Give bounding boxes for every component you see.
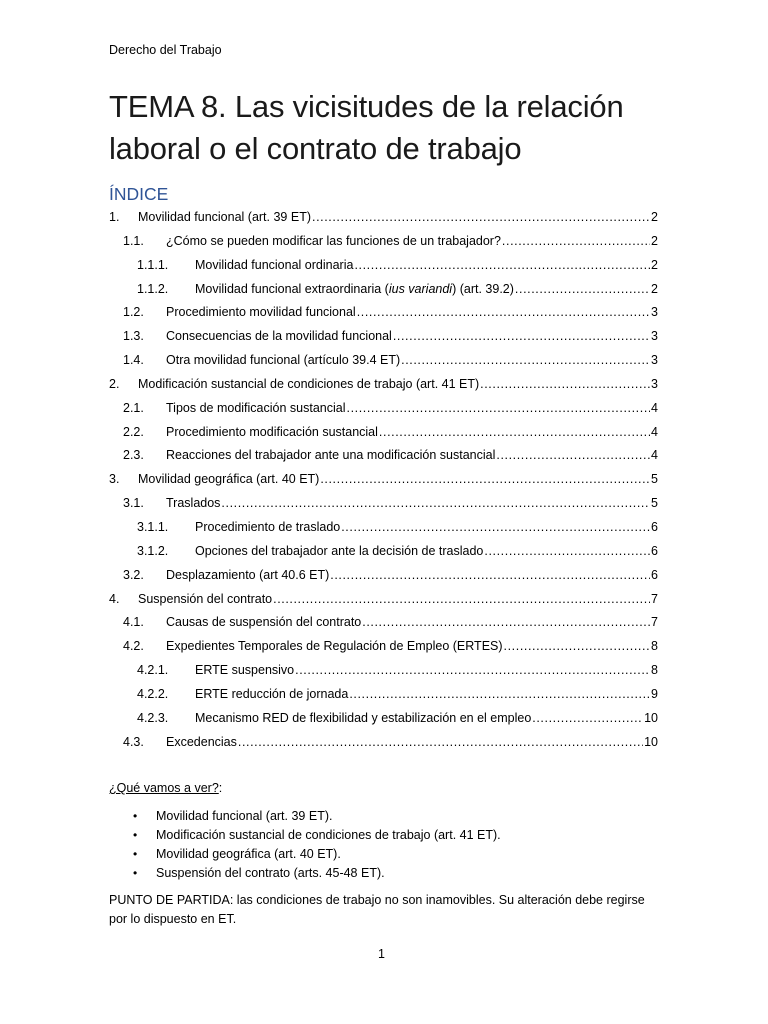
toc-entry[interactable] bbox=[109, 206, 658, 230]
toc-entry-page: 10 bbox=[644, 734, 658, 749]
overview-list bbox=[109, 807, 501, 883]
toc-entry-title: Traslados bbox=[166, 496, 221, 511]
toc-entry[interactable] bbox=[109, 254, 658, 278]
toc-entry-page: 6 bbox=[651, 519, 658, 534]
toc-dot-leader bbox=[295, 659, 650, 683]
bullet-icon: • bbox=[133, 847, 138, 861]
toc-entry-title: ¿Cómo se pueden modificar las funciones de un trabajador? bbox=[166, 233, 501, 248]
toc-entry-title bbox=[195, 278, 514, 302]
page-title bbox=[109, 86, 669, 170]
table-of-contents bbox=[109, 206, 658, 754]
toc-dot-leader bbox=[330, 564, 650, 588]
toc-dot-leader bbox=[273, 588, 650, 612]
toc-entry[interactable] bbox=[109, 540, 658, 564]
toc-entry-page: 6 bbox=[651, 567, 658, 582]
toc-entry-title: Causas de suspensión del contrato bbox=[166, 615, 362, 630]
toc-entry-page: 6 bbox=[651, 543, 658, 558]
toc-dot-leader bbox=[515, 278, 650, 302]
toc-entry-number: 3.1. bbox=[123, 496, 144, 511]
toc-entry[interactable] bbox=[109, 301, 658, 325]
toc-heading: ÍNDICE bbox=[109, 184, 169, 204]
toc-entry[interactable] bbox=[109, 349, 658, 373]
toc-entry[interactable] bbox=[109, 611, 658, 635]
toc-entry[interactable] bbox=[109, 731, 658, 755]
toc-entry-page: 9 bbox=[651, 686, 658, 701]
toc-entry[interactable] bbox=[109, 278, 658, 302]
toc-entry[interactable] bbox=[109, 373, 658, 397]
overview-label-text: ¿Qué vamos a ver? bbox=[109, 781, 219, 795]
toc-entry[interactable] bbox=[109, 516, 658, 540]
toc-entry-number: 3.2. bbox=[123, 567, 144, 582]
toc-dot-leader bbox=[221, 492, 650, 516]
toc-dot-leader bbox=[401, 349, 650, 373]
toc-entry-number: 1. bbox=[109, 210, 120, 224]
toc-entry-title: ERTE reducción de jornada bbox=[195, 686, 349, 701]
bullet-icon: • bbox=[133, 828, 138, 842]
toc-dot-leader bbox=[379, 421, 650, 445]
toc-entry-page: 4 bbox=[651, 448, 658, 463]
overview-label-suffix: : bbox=[218, 781, 223, 795]
toc-dot-leader bbox=[320, 468, 650, 492]
toc-entry-page: 7 bbox=[651, 591, 658, 606]
toc-entry-number: 1.1.2. bbox=[137, 281, 169, 296]
toc-entry-page: 4 bbox=[651, 400, 658, 415]
list-item-text: Modificación sustancial de condiciones de trabajo (art. 41 ET). bbox=[156, 828, 501, 842]
toc-entry[interactable] bbox=[109, 683, 658, 707]
list-item-text: Movilidad funcional (art. 39 ET). bbox=[156, 809, 333, 823]
toc-entry-page: 4 bbox=[651, 424, 658, 439]
toc-entry-number: 1.2. bbox=[123, 305, 144, 320]
toc-dot-leader bbox=[349, 683, 650, 707]
toc-entry-title: Movilidad geográfica (art. 40 ET) bbox=[138, 472, 320, 487]
toc-entry[interactable] bbox=[109, 230, 658, 254]
toc-entry-page: 5 bbox=[651, 472, 658, 487]
toc-entry-number: 1.4. bbox=[123, 353, 144, 368]
toc-entry-page: 8 bbox=[651, 639, 658, 654]
toc-entry-title: Procedimiento modificación sustancial bbox=[166, 424, 378, 439]
list-item bbox=[109, 864, 501, 883]
toc-entry-title-part: Movilidad funcional extraordinaria ( bbox=[195, 281, 389, 296]
toc-dot-leader bbox=[496, 444, 650, 468]
toc-dot-leader bbox=[238, 731, 643, 755]
toc-entry-page: 3 bbox=[651, 376, 658, 391]
toc-dot-leader bbox=[504, 635, 651, 659]
toc-entry-number: 4.3. bbox=[123, 734, 144, 749]
toc-entry-page: 2 bbox=[651, 233, 658, 248]
toc-dot-leader bbox=[354, 254, 650, 278]
toc-entry-title: Desplazamiento (art 40.6 ET) bbox=[166, 567, 330, 582]
toc-entry-title: Procedimiento movilidad funcional bbox=[166, 305, 356, 320]
toc-entry-page: 2 bbox=[651, 210, 658, 224]
toc-entry[interactable] bbox=[109, 635, 658, 659]
toc-entry-number: 4.2. bbox=[123, 639, 144, 654]
toc-entry-number: 4.2.2. bbox=[137, 686, 169, 701]
toc-entry-title: Suspensión del contrato bbox=[138, 591, 273, 606]
toc-dot-leader bbox=[347, 397, 651, 421]
toc-entry[interactable] bbox=[109, 564, 658, 588]
toc-entry-title: Expedientes Temporales de Regulación de Empleo (ERTES) bbox=[166, 639, 503, 654]
list-item bbox=[109, 807, 501, 826]
toc-dot-leader bbox=[480, 373, 650, 397]
toc-entry-number: 3.1.2. bbox=[137, 543, 169, 558]
toc-entry-title: Movilidad funcional (art. 39 ET) bbox=[138, 210, 311, 224]
toc-entry[interactable] bbox=[109, 444, 658, 468]
toc-entry[interactable] bbox=[109, 492, 658, 516]
toc-entry-page: 10 bbox=[644, 710, 658, 725]
toc-entry-number: 3.1.1. bbox=[137, 519, 169, 534]
overview-label bbox=[109, 781, 222, 795]
toc-entry-title: ERTE suspensivo bbox=[195, 663, 295, 678]
toc-entry-number: 3. bbox=[109, 472, 120, 487]
toc-entry-title: Procedimiento de traslado bbox=[195, 519, 341, 534]
toc-entry-number: 1.1.1. bbox=[137, 257, 169, 272]
list-item bbox=[109, 826, 501, 845]
toc-entry[interactable] bbox=[109, 325, 658, 349]
toc-entry-page: 3 bbox=[651, 305, 658, 320]
toc-entry-title: Modificación sustancial de condiciones de trabajo (art. 41 ET) bbox=[138, 376, 480, 391]
toc-entry-number: 2.2. bbox=[123, 424, 144, 439]
running-header: Derecho del Trabajo bbox=[109, 43, 222, 57]
toc-entry-page: 3 bbox=[651, 353, 658, 368]
toc-dot-leader bbox=[341, 516, 650, 540]
toc-entry-number: 1.3. bbox=[123, 329, 144, 344]
toc-entry-title: Mecanismo RED de flexibilidad y estabilización en el empleo bbox=[195, 710, 532, 725]
bullet-icon: • bbox=[133, 866, 138, 880]
toc-entry[interactable] bbox=[109, 707, 658, 731]
page-number: 1 bbox=[378, 947, 385, 961]
toc-entry-title: Tipos de modificación sustancial bbox=[166, 400, 346, 415]
toc-dot-leader bbox=[532, 707, 643, 731]
toc-entry-title: Excedencias bbox=[166, 734, 237, 749]
toc-entry[interactable] bbox=[109, 588, 658, 612]
starting-point-paragraph: PUNTO DE PARTIDA: las condiciones de trabajo no son inamovibles. Su alteración debe regirse por lo dispuesto en ET. bbox=[109, 893, 645, 926]
toc-entry-title: Otra movilidad funcional (artículo 39.4 ET) bbox=[166, 353, 401, 368]
toc-entry-title: Opciones del trabajador ante la decisión de traslado bbox=[195, 543, 484, 558]
list-item-text: Suspensión del contrato (arts. 45-48 ET). bbox=[156, 866, 385, 880]
toc-entry-title-italic: ius variandi bbox=[388, 281, 453, 296]
toc-dot-leader bbox=[484, 540, 650, 564]
list-item-text: Movilidad geográfica (art. 40 ET). bbox=[156, 847, 341, 861]
toc-entry-page: 2 bbox=[651, 281, 658, 296]
toc-entry[interactable] bbox=[109, 421, 658, 445]
toc-entry-number: 2. bbox=[109, 376, 120, 391]
toc-entry-number: 1.1. bbox=[123, 233, 144, 248]
toc-dot-leader bbox=[362, 611, 650, 635]
toc-entry-page: 8 bbox=[651, 663, 658, 678]
toc-dot-leader bbox=[312, 206, 650, 230]
toc-entry-page: 7 bbox=[651, 615, 658, 630]
toc-dot-leader bbox=[393, 325, 650, 349]
toc-entry-number: 2.3. bbox=[123, 448, 144, 463]
toc-dot-leader bbox=[357, 301, 650, 325]
toc-entry[interactable] bbox=[109, 468, 658, 492]
toc-entry-number: 4.1. bbox=[123, 615, 144, 630]
toc-entry-number: 4.2.1. bbox=[137, 663, 169, 678]
title-line-2: laboral o el contrato de trabajo bbox=[109, 131, 522, 166]
toc-entry[interactable] bbox=[109, 397, 658, 421]
toc-entry-number: 4. bbox=[109, 591, 120, 606]
toc-entry[interactable] bbox=[109, 659, 658, 683]
toc-entry-number: 2.1. bbox=[123, 400, 144, 415]
toc-entry-page: 3 bbox=[651, 329, 658, 344]
toc-entry-title: Movilidad funcional ordinaria bbox=[195, 257, 354, 272]
bullet-icon: • bbox=[133, 809, 138, 823]
toc-entry-title-part: ) (art. 39.2) bbox=[452, 281, 514, 296]
toc-dot-leader bbox=[502, 230, 650, 254]
toc-entry-page: 2 bbox=[651, 257, 658, 272]
toc-entry-title: Reacciones del trabajador ante una modificación sustancial bbox=[166, 448, 496, 463]
toc-entry-title: Consecuencias de la movilidad funcional bbox=[166, 329, 392, 344]
toc-entry-number: 4.2.3. bbox=[137, 710, 169, 725]
title-line-1: TEMA 8. Las vicisitudes de la relación bbox=[109, 89, 624, 124]
toc-entry-page: 5 bbox=[651, 496, 658, 511]
list-item bbox=[109, 845, 501, 864]
